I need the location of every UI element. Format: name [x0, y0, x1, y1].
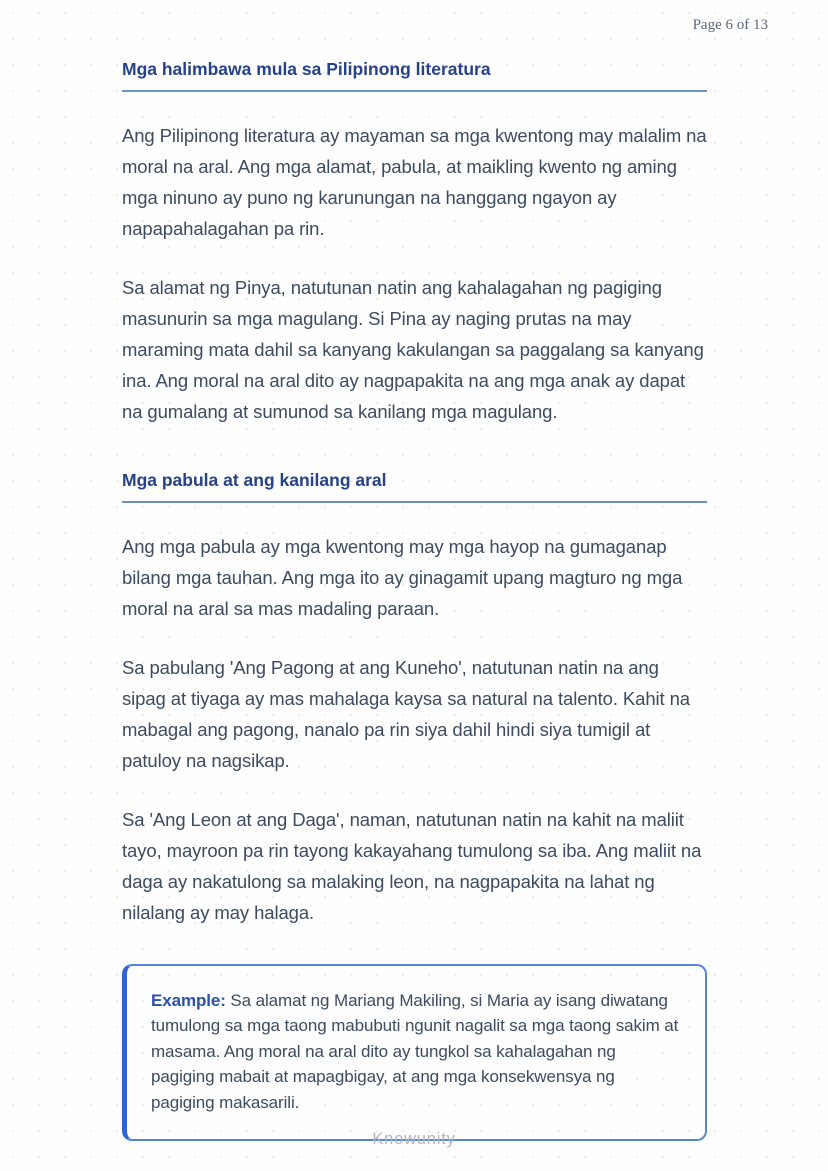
example-body-text: Sa alamat ng Mariang Makiling, si Maria ay isang diwatang tumulong sa mga taong mabubuti ngunit nagalit sa mga taong sakim at masama. Ang moral na aral dito ay tungkol sa kahalagahan ng pagiging mabait at mapagbigay, at ang mga konsekwensya ng pagiging makasarili. — [151, 990, 679, 1112]
section-heading-pabula: Mga pabula at ang kanilang aral — [122, 469, 707, 503]
example-box — [122, 964, 707, 1142]
example-label: Example: — [151, 990, 226, 1010]
paragraph: Ang mga pabula ay mga kwentong may mga hayop na gumaganap bilang mga tauhan. Ang mga ito ay ginagamit upang magturo ng mga moral na aral sa mas madaling paraan. — [122, 535, 683, 619]
page-number: Page 6 of 13 — [692, 17, 768, 33]
section-heading-halimbawa: Mga halimbawa mula sa Pilipinong literatura — [122, 58, 707, 92]
paragraph: Sa 'Ang Leon at ang Daga', naman, natutunan natin na kahit na maliit tayo, mayroon pa rin tayong kakayahang tumulong sa iba. Ang maliit na daga ay nakatulong sa malaking leon, na nagpapakita na lahat ng nilalang ay may halaga. — [122, 808, 702, 923]
paragraph: Sa pabulang 'Ang Pagong at ang Kuneho', natutunan natin na ang sipag at tiyaga ay mas mahalaga kaysa sa natural na talento. Kahit na mabagal ang pagong, nanalo pa rin siya dahil hindi siya tumigil at patuloy na nagsikap. — [122, 656, 690, 771]
footer-brand: Knowunity — [372, 1130, 456, 1148]
paragraph: Sa alamat ng Pinya, natutunan natin ang kahalagahan ng pagiging masunurin sa mga magulang. Si Pina ay naging prutas na may maraming mata dahil sa kanyang kakulangan sa paggalang sa kanyang ina. Ang moral na aral dito ay nagpapakita na ang mga anak ay dapat na gumalang at sumunod sa kanilang mga magulang. — [122, 276, 704, 422]
example-paragraph — [151, 988, 679, 1116]
paragraph: Ang Pilipinong literatura ay mayaman sa mga kwentong may malalim na moral na aral. Ang mga alamat, pabula, at maikling kwento ng aming mga ninuno ay puno ng karunungan na hanggang ngayon ay napapahalagahan pa rin. — [122, 124, 707, 239]
